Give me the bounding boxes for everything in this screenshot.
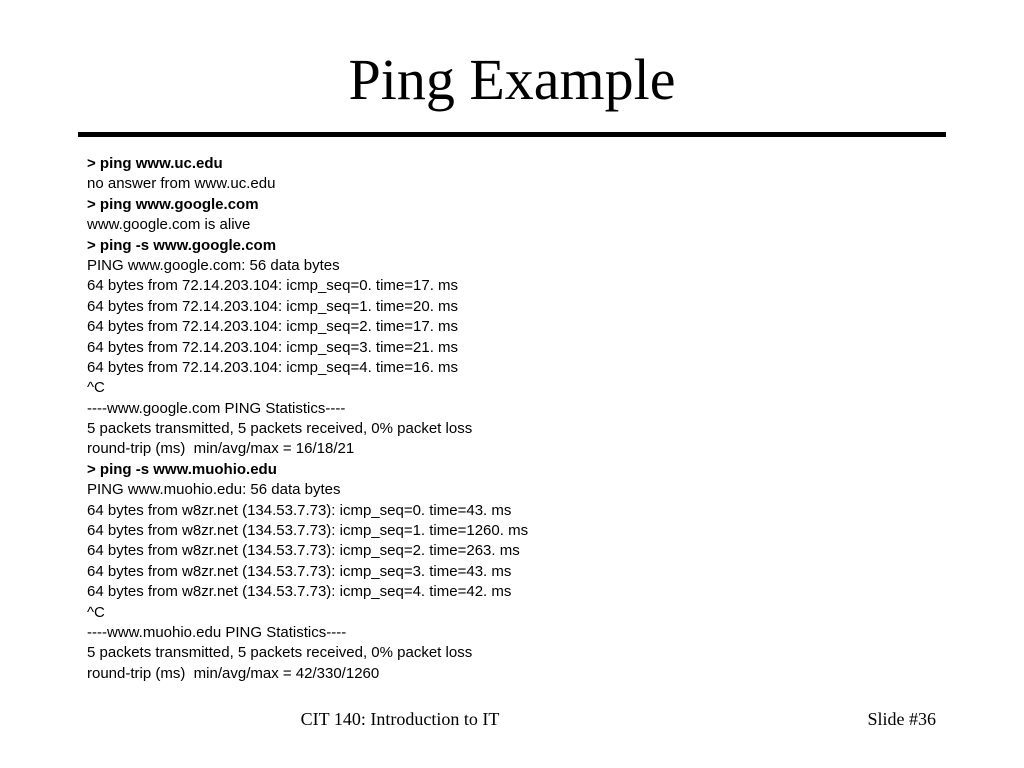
output-line: 64 bytes from w8zr.net (134.53.7.73): icmp_seq=2. time=263. ms bbox=[87, 542, 520, 560]
output-line: 64 bytes from 72.14.203.104: icmp_seq=2. time=17. ms bbox=[87, 318, 459, 336]
footer-course-title: CIT 140: Introduction to IT bbox=[300, 709, 500, 729]
command-line: > ping www.uc.edu bbox=[87, 155, 223, 172]
output-line: 5 packets transmitted, 5 packets received, 0% packet loss bbox=[87, 644, 473, 662]
output-line: 64 bytes from w8zr.net (134.53.7.73): icmp_seq=1. time=1260. ms bbox=[87, 522, 529, 540]
output-line: 64 bytes from 72.14.203.104: icmp_seq=3. time=21. ms bbox=[87, 338, 459, 356]
command-line: > ping -s www.google.com bbox=[87, 236, 277, 254]
output-line: PING www.muohio.edu: 56 data bytes bbox=[87, 481, 341, 499]
output-line: 5 packets transmitted, 5 packets received, 0% packet loss bbox=[87, 420, 473, 438]
slide-title: Ping Example bbox=[348, 47, 676, 112]
output-line: 64 bytes from 72.14.203.104: icmp_seq=1. time=20. ms bbox=[87, 297, 459, 315]
output-line: 64 bytes from w8zr.net (134.53.7.73): icmp_seq=0. time=43. ms bbox=[87, 501, 512, 519]
title-divider bbox=[78, 132, 946, 137]
output-line: ----www.muohio.edu PING Statistics---- bbox=[87, 623, 347, 641]
output-line: round-trip (ms) min/avg/max = 16/18/21 bbox=[87, 440, 355, 458]
output-line: ^C bbox=[87, 379, 105, 397]
output-line: 64 bytes from w8zr.net (134.53.7.73): icmp_seq=3. time=43. ms bbox=[87, 562, 512, 580]
output-line: www.google.com is alive bbox=[87, 216, 251, 234]
output-line: PING www.google.com: 56 data bytes bbox=[87, 256, 340, 274]
footer-slide-number: Slide #36 bbox=[867, 709, 936, 729]
command-line: > ping -s www.muohio.edu bbox=[87, 460, 277, 478]
command-line: > ping www.google.com bbox=[87, 195, 259, 213]
output-line: ^C bbox=[87, 603, 105, 621]
output-line: ----www.google.com PING Statistics---- bbox=[87, 399, 346, 417]
terminal-output bbox=[87, 154, 947, 684]
output-line: no answer from www.uc.edu bbox=[87, 175, 276, 193]
output-line: 64 bytes from 72.14.203.104: icmp_seq=4. time=16. ms bbox=[87, 358, 459, 376]
output-line: 64 bytes from 72.14.203.104: icmp_seq=0. time=17. ms bbox=[87, 277, 459, 295]
output-line: 64 bytes from w8zr.net (134.53.7.73): icmp_seq=4. time=42. ms bbox=[87, 583, 512, 601]
output-line: round-trip (ms) min/avg/max = 42/330/1260 bbox=[87, 664, 380, 682]
